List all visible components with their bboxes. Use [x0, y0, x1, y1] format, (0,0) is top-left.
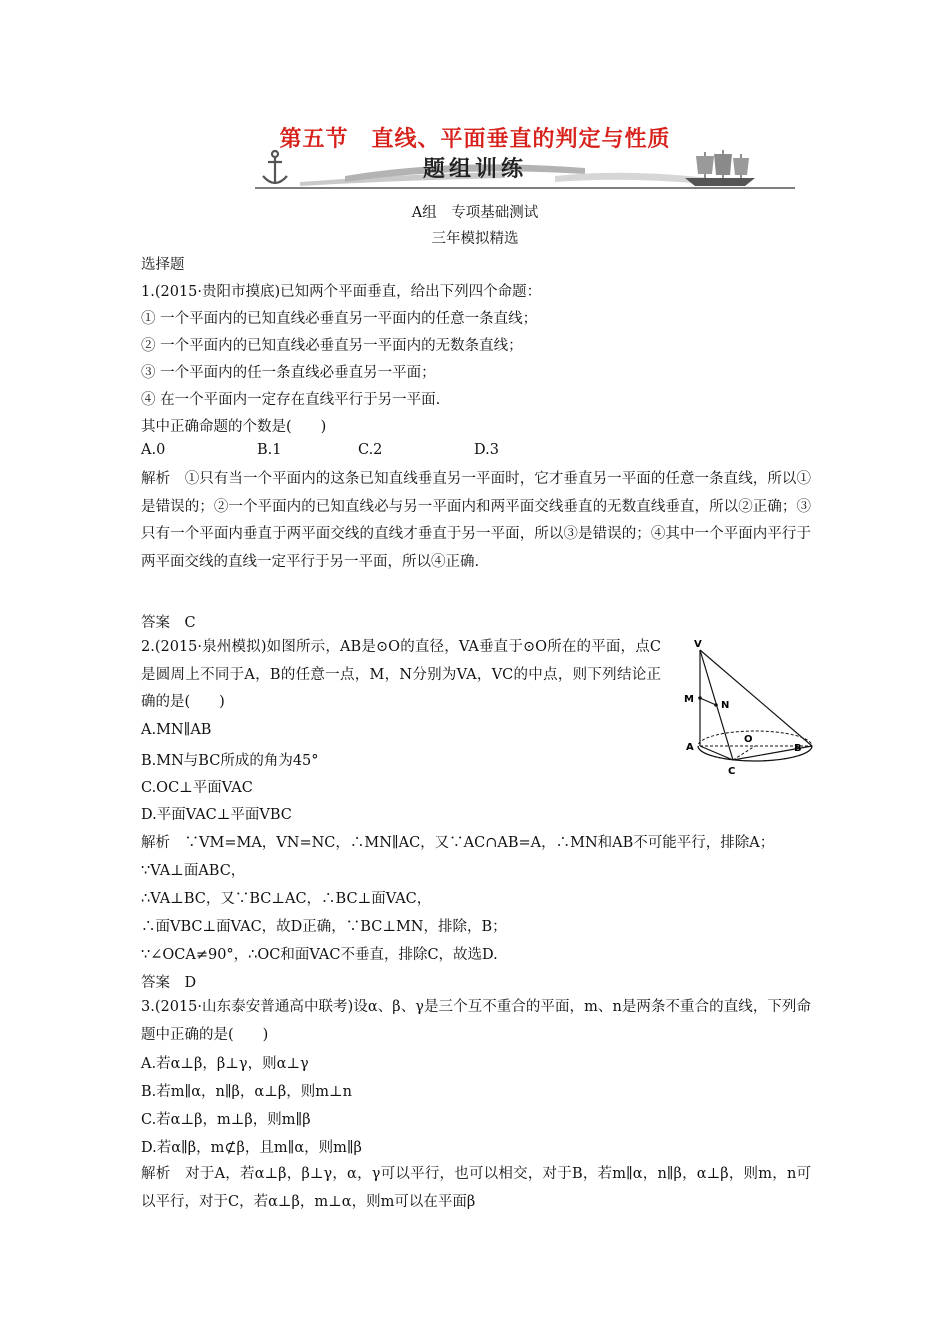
label-o: O: [744, 734, 753, 745]
q1-option-a: A.0: [141, 442, 166, 458]
q1-prop-3: ③ 一个平面内的任一条直线必垂直另一平面；: [141, 365, 436, 381]
q2-analysis-2: ∵VA⊥面ABC，: [141, 863, 246, 879]
page-title: 第五节 直线、平面垂直的判定与性质: [279, 127, 671, 152]
q1-option-b: B.1: [257, 442, 282, 458]
cone-figure: [678, 636, 818, 784]
label-b: B: [794, 743, 802, 754]
q3-analysis: 解析 对于A，若α⊥β，β⊥γ，α，γ可以平行，也可以相交，对于B，若m∥α，n∥β，α⊥β，则m，n可以平行，对于C，若α⊥β，m⊥α，则m可以在平面β: [141, 1166, 811, 1210]
section-heading: 选择题: [141, 257, 185, 273]
q3-option-b: B.若m∥α，n∥β，α⊥β，则m⊥n: [141, 1084, 352, 1100]
q3-option-a: A.若α⊥β，β⊥γ，则α⊥γ: [141, 1056, 309, 1072]
q1-stem: 1.(2015·贵阳市摸底)已知两个平面垂直，给出下列四个命题：: [141, 284, 542, 300]
q3-option-d: D.若α∥β，m⊄β，且m∥α，则m∥β: [141, 1140, 362, 1156]
q2-option-d: D.平面VAC⊥平面VBC: [141, 807, 292, 823]
q1-prop-2: ② 一个平面内的已知直线必垂直另一平面内的无数条直线；: [141, 338, 523, 354]
q1-option-c: C.2: [358, 442, 383, 458]
q2-analysis-3: ∴VA⊥BC，又∵BC⊥AC，∴BC⊥面VAC，: [141, 891, 432, 907]
q2-option-c: C.OC⊥平面VAC: [141, 780, 253, 796]
label-a: A: [686, 742, 694, 753]
subgroup-heading: 三年模拟精选: [431, 231, 519, 247]
q1-option-d: D.3: [474, 442, 499, 458]
group-heading: A组 专项基础测试: [411, 205, 539, 221]
q2-analysis-5: ∵∠OCA≠90°，∴OC和面VAC不垂直，排除C，故选D.: [141, 947, 498, 963]
q2-answer: 答案 D: [141, 975, 197, 991]
q2-analysis-4: ∴面VBC⊥面VAC，故D正确，∵BC⊥MN，排除，B；: [141, 919, 507, 935]
q1-prop-1: ① 一个平面内的已知直线必垂直另一平面内的任意一条直线；: [141, 311, 538, 327]
q2-option-a: A.MN∥AB: [141, 722, 212, 738]
q2-option-b: B.MN与BC所成的角为45°: [141, 753, 319, 769]
label-v: V: [694, 639, 702, 650]
label-m: M: [684, 694, 694, 705]
q1-options: [141, 442, 499, 458]
q2-stem: 2.(2015·泉州模拟)如图所示，AB是⊙O的直径，VA垂直于⊙O所在的平面，点C是圆周上不同于A，B的任意一点，M，N分别为VA，VC的中点，则下列结论正确的是( ): [141, 639, 661, 710]
label-n: N: [721, 700, 730, 711]
banner-title: 题组训练: [422, 157, 527, 182]
q1-prop-4: ④ 在一个平面内一定存在直线平行于另一平面.: [141, 392, 441, 408]
q3-stem: 3.(2015·山东泰安普通高中联考)设α、β、γ是三个互不重合的平面，m、n是两条不重合的直线，下列命题中正确的是( ): [141, 999, 811, 1043]
q3-option-c: C.若α⊥β，m⊥β，则m∥β: [141, 1112, 311, 1128]
q1-ask: 其中正确命题的个数是( ): [141, 419, 327, 435]
q1-answer: 答案 C: [141, 615, 196, 631]
q2-analysis-1: 解析 ∵VM=MA，VN=NC，∴MN∥AC，又∵AC∩AB=A，∴MN和AB不可能平行，排除A；: [141, 835, 775, 851]
label-c: C: [728, 766, 736, 777]
q1-analysis: 解析 ①只有当一个平面内的这条已知直线垂直另一平面时，它才垂直另一平面的任意一条直线，所以①是错误的；②一个平面内的已知直线必与另一平面内和两平面交线垂直的无数直线垂直，所以②正确；③只有一个平面内垂直于两平面交线的直线才垂直于另一平面，所以③是错误的；④其中一个平面内平行于两平面交线的直线一定平行于另一平面，所以④正确.: [141, 471, 811, 570]
